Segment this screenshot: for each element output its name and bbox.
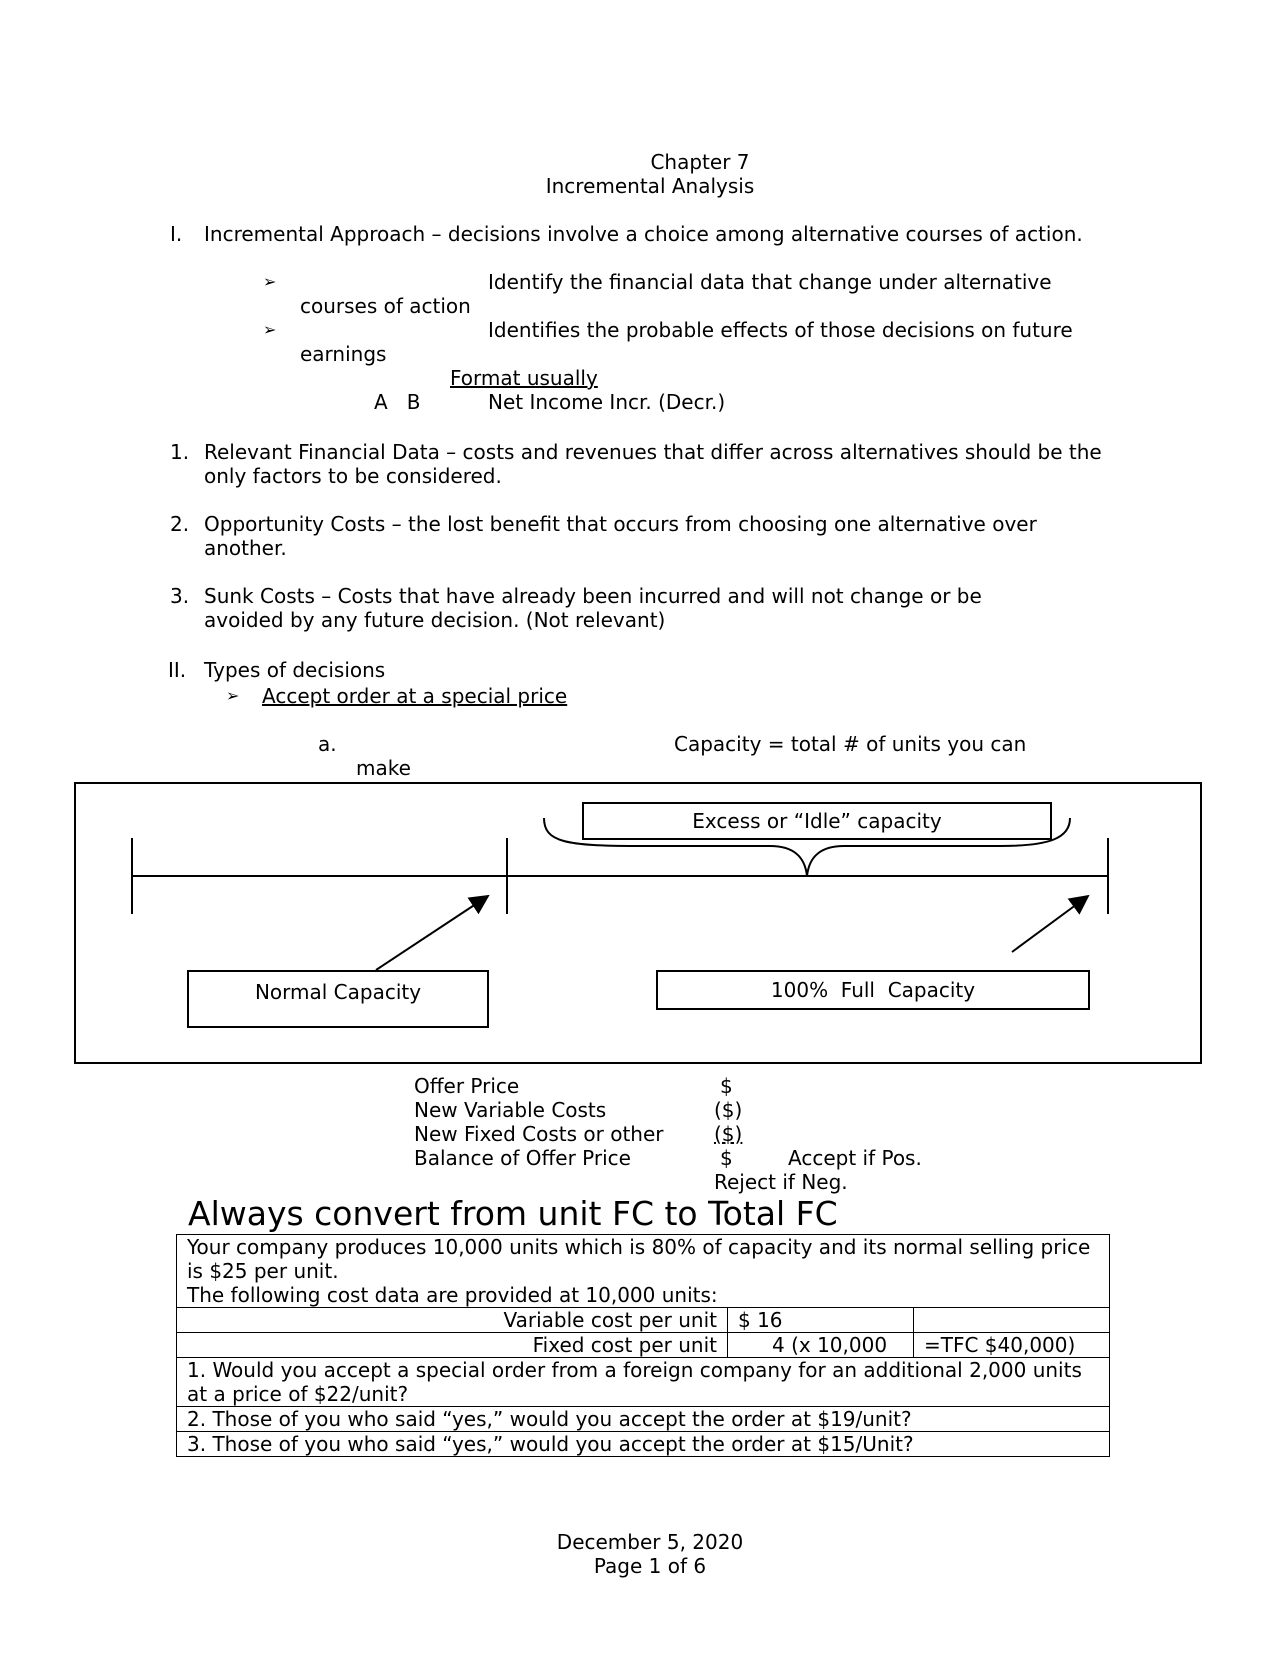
item-letter: a. xyxy=(318,732,337,756)
bullet-arrow-icon: ➢ xyxy=(263,272,277,291)
table-row xyxy=(177,1432,1110,1457)
capacity-definition: Capacity = total # of units you can make xyxy=(356,732,1027,780)
offer-price-label: Offer Price xyxy=(414,1074,520,1098)
cost-intro-line2: The following cost data are provided at 10,000 units: xyxy=(187,1283,718,1307)
chapter-heading: Chapter 7 xyxy=(650,150,750,174)
full-capacity-arrow xyxy=(1012,896,1088,952)
new-variable-costs-label: New Variable Costs xyxy=(414,1098,607,1122)
new-fixed-costs-value: ($) xyxy=(714,1122,743,1146)
bullet-arrow-icon: ➢ xyxy=(226,686,240,705)
normal-capacity-arrow xyxy=(376,896,488,970)
cost-intro-cell xyxy=(177,1235,1110,1308)
new-variable-costs-value: ($) xyxy=(714,1098,743,1122)
relevant-financial-data: Relevant Financial Data – costs and revenues that differ across alternatives should be the only factors to be considered. xyxy=(204,440,1102,488)
table-row xyxy=(177,1407,1110,1432)
opportunity-costs: Opportunity Costs – the lost benefit that occurs from choosing one alternative over another. xyxy=(204,512,1037,560)
normal-capacity-label: Normal Capacity xyxy=(187,970,489,1028)
bullet-arrow-icon: ➢ xyxy=(263,320,277,339)
variable-cost-total xyxy=(914,1308,1110,1333)
full-capacity-label: 100% Full Capacity xyxy=(656,970,1090,1010)
excess-idle-capacity-label: Excess or “Idle” capacity xyxy=(582,802,1052,840)
question-3: 3. Those of you who said “yes,” would you accept the order at $15/Unit? xyxy=(177,1432,1110,1457)
item-number: 3. xyxy=(170,584,190,608)
fixed-cost-label: Fixed cost per unit xyxy=(177,1333,728,1358)
new-fixed-costs-label: New Fixed Costs or other xyxy=(414,1122,664,1146)
convert-fc-heading: Always convert from unit FC to Total FC xyxy=(188,1194,838,1233)
table-row xyxy=(177,1358,1110,1407)
balance-of-offer-value: $ xyxy=(720,1146,733,1170)
question-2: 2. Those of you who said “yes,” would you accept the order at $19/unit? xyxy=(177,1407,1110,1432)
question-1: 1. Would you accept a special order from a foreign company for an additional 2,000 units at a price of $22/unit? xyxy=(177,1358,1110,1407)
cost-intro-line1: Your company produces 10,000 units which is 80% of capacity and its normal selling price is $25 per unit. xyxy=(187,1235,1091,1283)
section-ii-title: Types of decisions xyxy=(204,658,386,682)
fixed-cost-total: =TFC $40,000) xyxy=(914,1333,1110,1358)
accept-rule: Accept if Pos. xyxy=(788,1146,922,1170)
item-number: 2. xyxy=(170,512,190,536)
variable-cost-label: Variable cost per unit xyxy=(177,1308,728,1333)
document-title: Incremental Analysis xyxy=(545,174,755,198)
footer-page-number: Page 1 of 6 xyxy=(593,1554,707,1578)
cost-data-table xyxy=(176,1234,1110,1457)
bullet-identify-financial-data: Identify the financial data that change under alternative courses of action xyxy=(300,270,1052,318)
table-row xyxy=(177,1333,1110,1358)
special-price-heading: Accept order at a special price xyxy=(262,684,568,708)
section-numeral-ii: II. xyxy=(168,658,187,682)
bullet-probable-effects: Identifies the probable effects of those decisions on future earnings xyxy=(300,318,1073,366)
item-number: 1. xyxy=(170,440,190,464)
variable-cost-value: $ 16 xyxy=(728,1308,914,1333)
reject-rule: Reject if Neg. xyxy=(714,1170,848,1194)
format-result: Net Income Incr. (Decr.) xyxy=(488,390,726,414)
balance-of-offer-label: Balance of Offer Price xyxy=(414,1146,631,1170)
sunk-costs: Sunk Costs – Costs that have already been incurred and will not change or be avoided by any future decision. (Not relevant) xyxy=(204,584,982,632)
fixed-cost-value: 4 (x 10,000 xyxy=(728,1333,914,1358)
section-numeral-i: I. xyxy=(170,222,183,246)
offer-price-value: $ xyxy=(720,1074,733,1098)
format-heading: Format usually xyxy=(450,366,598,390)
format-columns: A B xyxy=(374,390,421,414)
section-i-text: Incremental Approach – decisions involve a choice among alternative courses of action. xyxy=(204,222,1083,246)
table-row xyxy=(177,1308,1110,1333)
table-row xyxy=(177,1235,1110,1308)
footer-date: December 5, 2020 xyxy=(556,1530,744,1554)
